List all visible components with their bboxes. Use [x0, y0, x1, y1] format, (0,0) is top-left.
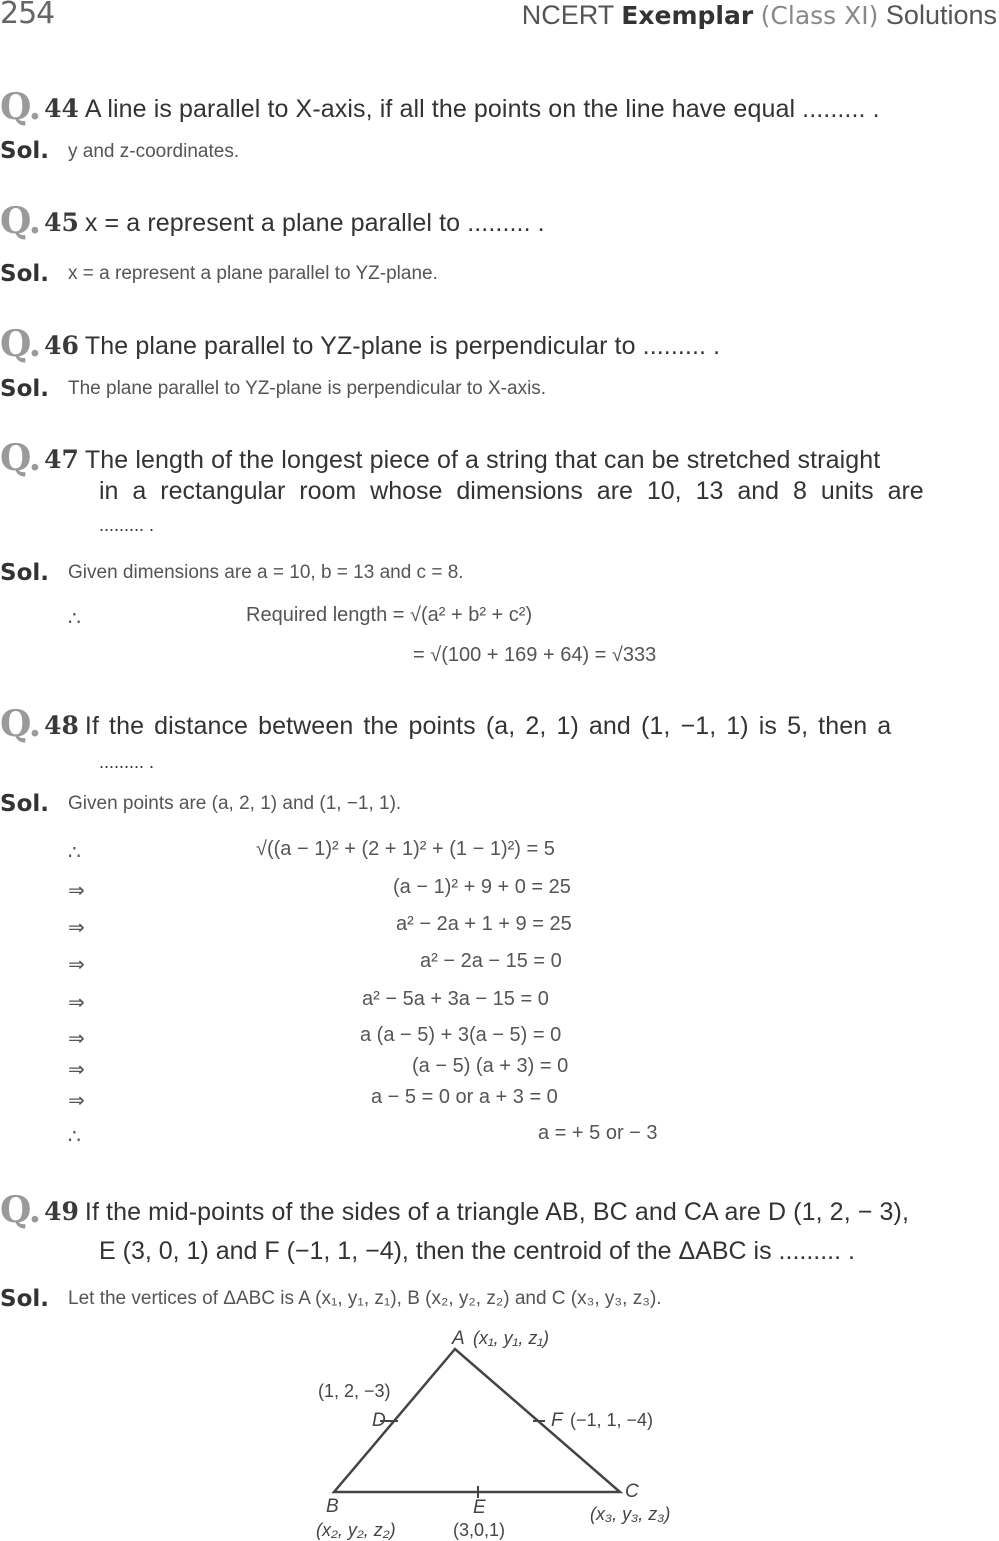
question-text: The plane parallel to YZ-plane is perpendicular to ......... . — [84, 332, 721, 360]
question-45 — [0, 200, 545, 242]
question-number: 46 — [44, 331, 79, 360]
question-number: 48 — [44, 711, 79, 740]
solution-text-46: The plane parallel to YZ-plane is perpendicular to X-axis. — [68, 378, 547, 399]
page-number: 254 — [0, 0, 55, 31]
vertex-a-coords: (x₁, y₁, z₁) — [473, 1328, 550, 1348]
step-lead-symbol: ⇒ — [68, 915, 85, 939]
step-expression: a² − 2a − 15 = 0 — [420, 950, 562, 972]
midpoint-e-coords: (3,0,1) — [453, 1520, 506, 1540]
question-marker: Q. — [0, 86, 41, 128]
vertex-c-coords: (x₃, y₃, z₃) — [590, 1504, 671, 1524]
step-expression: a (a − 5) + 3(a − 5) = 0 — [360, 1024, 562, 1046]
question-text-line-2: in a rectangular room whose dimensions are 10, 13 and 8 units are — [99, 477, 924, 505]
question-46 — [0, 323, 720, 365]
vertex-a-label: A — [452, 1328, 465, 1349]
question-number: 49 — [44, 1197, 79, 1226]
question-number: 47 — [44, 445, 79, 474]
vertex-b-coords: (x₂, y₂, z₂) — [316, 1520, 396, 1540]
vertex-b-label: B — [326, 1496, 339, 1517]
question-marker: Q. — [0, 200, 41, 242]
therefore-symbol: ∴ — [68, 606, 81, 630]
question-text-line-2: E (3, 0, 1) and F (−1, 1, −4), then the centroid of the ΔABC is ......... . — [99, 1237, 855, 1265]
question-marker: Q. — [0, 1189, 41, 1231]
step-expression: (a − 5) (a + 3) = 0 — [412, 1055, 569, 1077]
question-number: 44 — [44, 94, 79, 123]
question-text-line-2: ......... . — [99, 752, 155, 772]
question-text-line-1: If the mid-points of the sides of a triangle AB, BC and CA are D (1, 2, − 3), — [84, 1198, 909, 1226]
solution-text-47: Given dimensions are a = 10, b = 13 and c = 8. — [68, 562, 464, 583]
midpoint-e-label: E — [473, 1497, 486, 1518]
step-lead-symbol: ∴ — [68, 1124, 81, 1148]
question-marker: Q. — [0, 437, 41, 479]
solution-marker: Sol. — [0, 138, 49, 164]
midpoint-d-coords: (1, 2, −3) — [318, 1381, 391, 1401]
solution-marker: Sol. — [0, 1286, 49, 1312]
step-lead-symbol: ⇒ — [68, 878, 85, 902]
question-text: x = a represent a plane parallel to ......... . — [84, 209, 545, 237]
solution-text-45: x = a represent a plane parallel to YZ-plane. — [68, 263, 438, 284]
solution-marker: Sol. — [0, 261, 49, 287]
step-lead-symbol: ⇒ — [68, 1088, 85, 1112]
question-44 — [0, 86, 880, 128]
solution-marker: Sol. — [0, 376, 49, 402]
step-lead-symbol: ∴ — [68, 840, 81, 864]
solution-marker: Sol. — [0, 560, 49, 586]
question-marker: Q. — [0, 323, 41, 365]
question-marker: Q. — [0, 703, 41, 745]
question-text-line-3: ......... . — [99, 515, 155, 535]
midpoint-f-coords: (−1, 1, −4) — [570, 1410, 654, 1430]
step-expression: = √(100 + 169 + 64) = √333 — [413, 644, 657, 666]
step-expression: a² − 2a + 1 + 9 = 25 — [396, 913, 572, 935]
triangle-abc-figure — [280, 1320, 720, 1541]
running-head-suffix: Solutions — [885, 0, 997, 30]
step-lead-symbol: ⇒ — [68, 1026, 85, 1050]
step-expression: a² − 5a + 3a − 15 = 0 — [362, 988, 549, 1010]
step-expression: (a − 1)² + 9 + 0 = 25 — [393, 876, 571, 898]
running-head-prefix: NCERT — [521, 0, 614, 30]
solution-text-44: y and z-coordinates. — [68, 141, 240, 162]
midpoint-f-label: F — [551, 1410, 563, 1431]
step-lead-symbol: ⇒ — [68, 990, 85, 1014]
step-lead-symbol: ⇒ — [68, 1057, 85, 1081]
midpoint-d-label: D — [372, 1410, 386, 1431]
question-number: 45 — [44, 208, 79, 237]
step-expression: a − 5 = 0 or a + 3 = 0 — [371, 1086, 558, 1108]
running-head — [522, 0, 997, 31]
step-lead-symbol: ⇒ — [68, 952, 85, 976]
running-head-class: (Class XI) — [760, 1, 879, 30]
running-head-bold: Exemplar — [621, 1, 754, 30]
step-expression: √((a − 1)² + (2 + 1)² + (1 − 1)²) = 5 — [256, 838, 555, 860]
solution-text-48: Given points are (a, 2, 1) and (1, −1, 1). — [68, 793, 402, 814]
question-49 — [0, 1189, 909, 1231]
question-text-line-1: If the distance between the points (a, 2, 1) and (1, −1, 1) is 5, then a — [84, 712, 892, 740]
question-text: A line is parallel to X-axis, if all the points on the line have equal ......... . — [84, 95, 880, 123]
question-text-line-1: The length of the longest piece of a string that can be stretched straight — [84, 446, 881, 474]
vertex-c-label: C — [625, 1481, 639, 1502]
step-expression: a = + 5 or − 3 — [538, 1122, 658, 1144]
solution-text-49: Let the vertices of ΔABC is A (x₁, y₁, z₁), B (x₂, y₂, z₂) and C (x₃, y₃, z₃). — [68, 1288, 662, 1309]
solution-marker: Sol. — [0, 791, 49, 817]
step-expression: Required length = √(a² + b² + c²) — [246, 604, 533, 626]
question-48 — [0, 703, 891, 745]
question-47 — [0, 437, 880, 479]
